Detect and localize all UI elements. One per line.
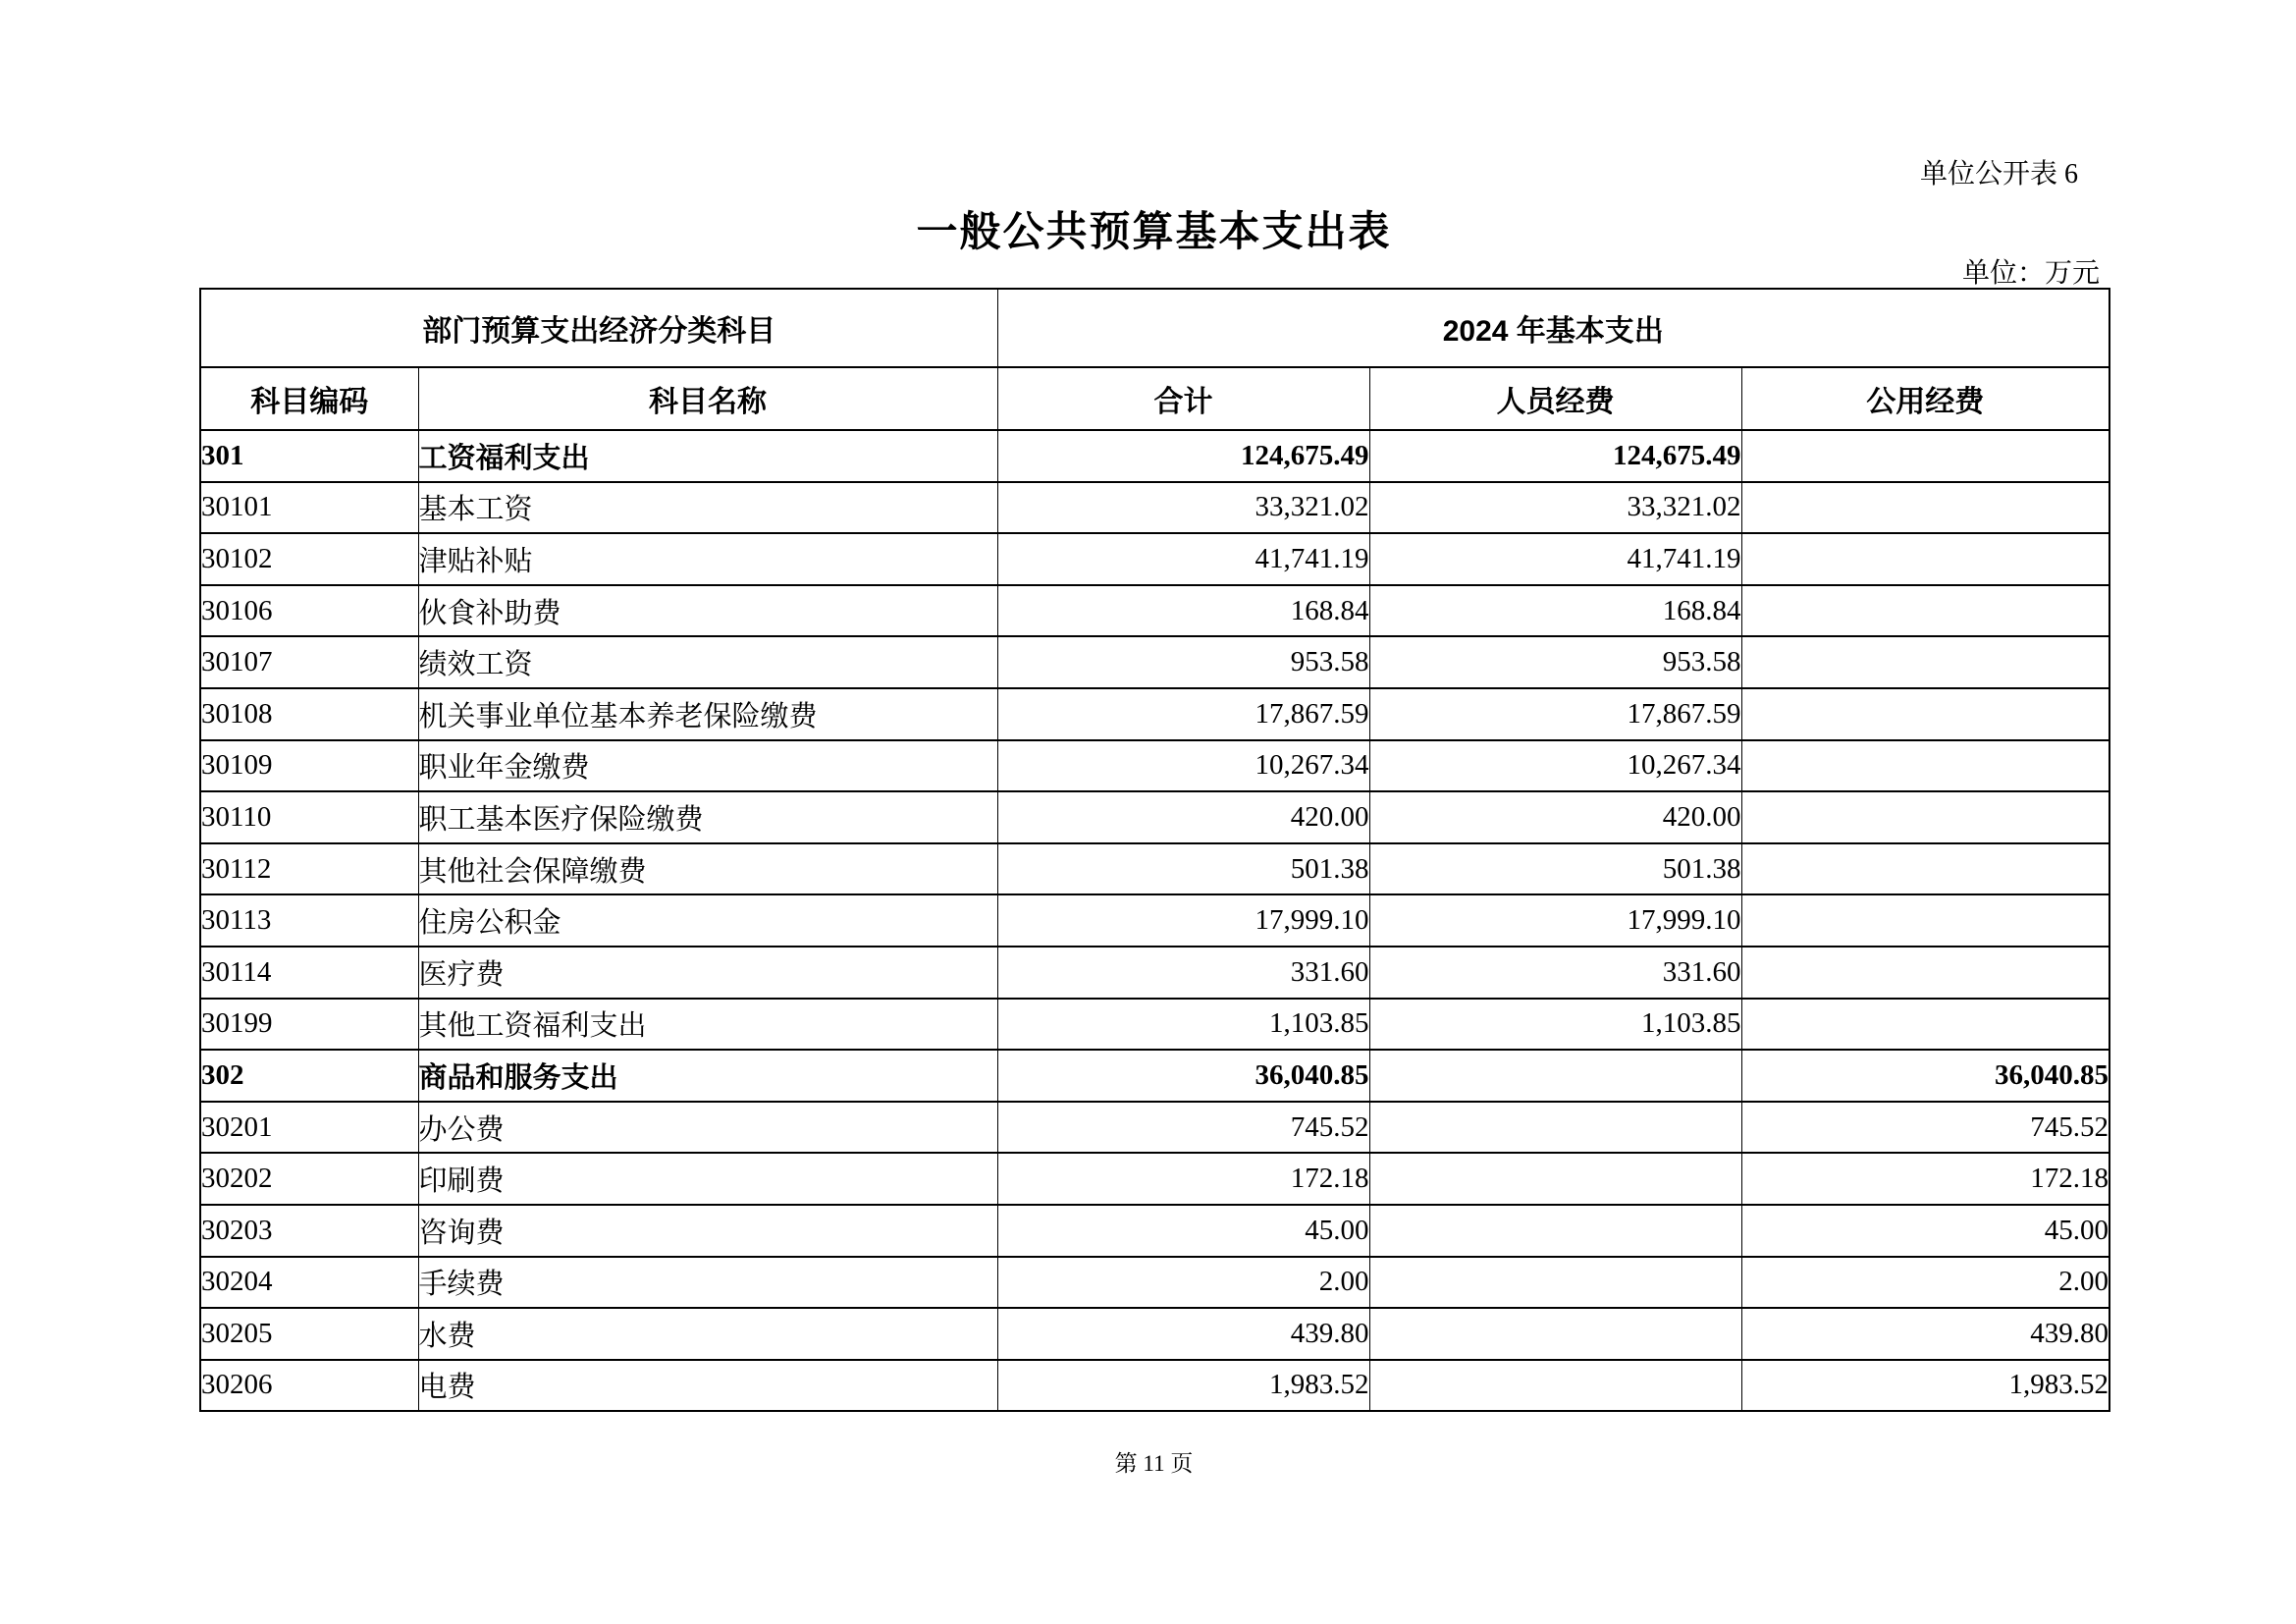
total-value-cell: 1,983.52 — [997, 1360, 1369, 1412]
subject-name-cell: 办公费 — [418, 1102, 997, 1154]
subject-name-cell: 津贴补贴 — [418, 533, 997, 585]
subject-code-cell: 30204 — [200, 1257, 418, 1309]
public-funds-cell — [1741, 894, 2109, 947]
subject-name-cell: 机关事业单位基本养老保险缴费 — [418, 688, 997, 740]
table-row — [200, 482, 2109, 534]
header-year-basic-expenditure-group: 2024 年基本支出 — [997, 289, 2109, 367]
total-value-cell: 17,999.10 — [997, 894, 1369, 947]
subject-name-cell: 绩效工资 — [418, 636, 997, 688]
subject-name-cell: 商品和服务支出 — [418, 1050, 997, 1102]
public-funds-cell: 172.18 — [1741, 1153, 2109, 1205]
public-funds-cell: 439.80 — [1741, 1308, 2109, 1360]
public-funds-cell: 745.52 — [1741, 1102, 2109, 1154]
public-funds-cell: 1,983.52 — [1741, 1360, 2109, 1412]
table-row — [200, 1257, 2109, 1309]
column-header-subject-code: 科目编码 — [200, 367, 418, 430]
header-group-row — [200, 289, 2109, 367]
total-value-cell: 41,741.19 — [997, 533, 1369, 585]
subject-code-cell: 30106 — [200, 585, 418, 637]
currency-unit-label: 单位：万元 — [1961, 258, 2100, 289]
personnel-funds-cell: 168.84 — [1369, 585, 1741, 637]
public-funds-cell: 45.00 — [1741, 1205, 2109, 1257]
personnel-funds-cell: 124,675.49 — [1369, 430, 1741, 482]
table-row — [200, 843, 2109, 895]
personnel-funds-cell — [1369, 1205, 1741, 1257]
personnel-funds-cell: 331.60 — [1369, 947, 1741, 999]
total-value-cell: 1,103.85 — [997, 999, 1369, 1051]
table-row — [200, 791, 2109, 843]
public-funds-cell — [1741, 533, 2109, 585]
total-value-cell: 172.18 — [997, 1153, 1369, 1205]
subject-code-cell: 30112 — [200, 843, 418, 895]
personnel-funds-cell: 17,867.59 — [1369, 688, 1741, 740]
public-funds-cell — [1741, 636, 2109, 688]
public-funds-cell — [1741, 585, 2109, 637]
column-header-personnel-funds: 人员经费 — [1369, 367, 1741, 430]
total-value-cell: 439.80 — [997, 1308, 1369, 1360]
public-funds-cell — [1741, 843, 2109, 895]
personnel-funds-cell: 17,999.10 — [1369, 894, 1741, 947]
personnel-funds-cell — [1369, 1153, 1741, 1205]
public-funds-cell — [1741, 482, 2109, 534]
total-value-cell: 33,321.02 — [997, 482, 1369, 534]
personnel-funds-cell: 10,267.34 — [1369, 740, 1741, 792]
personnel-funds-cell: 33,321.02 — [1369, 482, 1741, 534]
total-value-cell: 36,040.85 — [997, 1050, 1369, 1102]
personnel-funds-cell — [1369, 1102, 1741, 1154]
total-value-cell: 331.60 — [997, 947, 1369, 999]
subject-code-cell: 302 — [200, 1050, 418, 1102]
public-funds-cell: 36,040.85 — [1741, 1050, 2109, 1102]
table-row — [200, 688, 2109, 740]
subject-name-cell: 医疗费 — [418, 947, 997, 999]
total-value-cell: 953.58 — [997, 636, 1369, 688]
table-row — [200, 1153, 2109, 1205]
table-row — [200, 533, 2109, 585]
column-header-subject-name: 科目名称 — [418, 367, 997, 430]
subject-code-cell: 30107 — [200, 636, 418, 688]
budget-table-header — [200, 289, 2109, 430]
personnel-funds-cell — [1369, 1308, 1741, 1360]
public-funds-cell — [1741, 947, 2109, 999]
subject-code-cell: 30110 — [200, 791, 418, 843]
budget-table — [199, 288, 2110, 1412]
header-classification-group: 部门预算支出经济分类科目 — [200, 289, 997, 367]
subject-code-cell: 30202 — [200, 1153, 418, 1205]
subject-code-cell: 30113 — [200, 894, 418, 947]
public-funds-cell: 2.00 — [1741, 1257, 2109, 1309]
personnel-funds-cell: 1,103.85 — [1369, 999, 1741, 1051]
subject-name-cell: 其他社会保障缴费 — [418, 843, 997, 895]
personnel-funds-cell — [1369, 1257, 1741, 1309]
subject-code-cell: 30199 — [200, 999, 418, 1051]
subject-code-cell: 30203 — [200, 1205, 418, 1257]
subject-name-cell: 水费 — [418, 1308, 997, 1360]
subject-name-cell: 手续费 — [418, 1257, 997, 1309]
table-row — [200, 947, 2109, 999]
page-title: 一般公共预算基本支出表 — [916, 208, 1392, 254]
table-row — [200, 894, 2109, 947]
table-row — [200, 1102, 2109, 1154]
subject-name-cell: 其他工资福利支出 — [418, 999, 997, 1051]
total-value-cell: 17,867.59 — [997, 688, 1369, 740]
subject-code-cell: 30102 — [200, 533, 418, 585]
table-row — [200, 999, 2109, 1051]
subject-code-cell: 30101 — [200, 482, 418, 534]
table-row — [200, 430, 2109, 482]
subject-name-cell: 基本工资 — [418, 482, 997, 534]
personnel-funds-cell — [1369, 1360, 1741, 1412]
table-row — [200, 1308, 2109, 1360]
total-value-cell: 501.38 — [997, 843, 1369, 895]
subject-name-cell: 电费 — [418, 1360, 997, 1412]
subject-name-cell: 职工基本医疗保险缴费 — [418, 791, 997, 843]
subject-name-cell: 印刷费 — [418, 1153, 997, 1205]
header-columns-row — [200, 367, 2109, 430]
public-funds-cell — [1741, 999, 2109, 1051]
subject-name-cell: 伙食补助费 — [418, 585, 997, 637]
total-value-cell: 124,675.49 — [997, 430, 1369, 482]
total-value-cell: 2.00 — [997, 1257, 1369, 1309]
table-row — [200, 1360, 2109, 1412]
column-header-total: 合计 — [997, 367, 1369, 430]
sheet-number-label: 单位公开表 6 — [1919, 159, 2078, 189]
table-row — [200, 740, 2109, 792]
budget-table-body — [200, 430, 2109, 1411]
subject-code-cell: 301 — [200, 430, 418, 482]
total-value-cell: 45.00 — [997, 1205, 1369, 1257]
subject-code-cell: 30205 — [200, 1308, 418, 1360]
subject-name-cell: 咨询费 — [418, 1205, 997, 1257]
total-value-cell: 745.52 — [997, 1102, 1369, 1154]
public-funds-cell — [1741, 430, 2109, 482]
total-value-cell: 168.84 — [997, 585, 1369, 637]
table-row — [200, 585, 2109, 637]
subject-name-cell: 住房公积金 — [418, 894, 997, 947]
subject-code-cell: 30109 — [200, 740, 418, 792]
total-value-cell: 420.00 — [997, 791, 1369, 843]
page-number-footer: 第 11 页 — [1114, 1451, 1194, 1476]
public-funds-cell — [1741, 791, 2109, 843]
personnel-funds-cell: 501.38 — [1369, 843, 1741, 895]
public-funds-cell — [1741, 740, 2109, 792]
subject-code-cell: 30108 — [200, 688, 418, 740]
personnel-funds-cell: 953.58 — [1369, 636, 1741, 688]
personnel-funds-cell — [1369, 1050, 1741, 1102]
subject-code-cell: 30114 — [200, 947, 418, 999]
table-row — [200, 1205, 2109, 1257]
total-value-cell: 10,267.34 — [997, 740, 1369, 792]
table-row — [200, 1050, 2109, 1102]
personnel-funds-cell: 41,741.19 — [1369, 533, 1741, 585]
subject-code-cell: 30201 — [200, 1102, 418, 1154]
personnel-funds-cell: 420.00 — [1369, 791, 1741, 843]
subject-name-cell: 职业年金缴费 — [418, 740, 997, 792]
subject-code-cell: 30206 — [200, 1360, 418, 1412]
column-header-public-funds: 公用经费 — [1741, 367, 2109, 430]
subject-name-cell: 工资福利支出 — [418, 430, 997, 482]
table-row — [200, 636, 2109, 688]
public-funds-cell — [1741, 688, 2109, 740]
